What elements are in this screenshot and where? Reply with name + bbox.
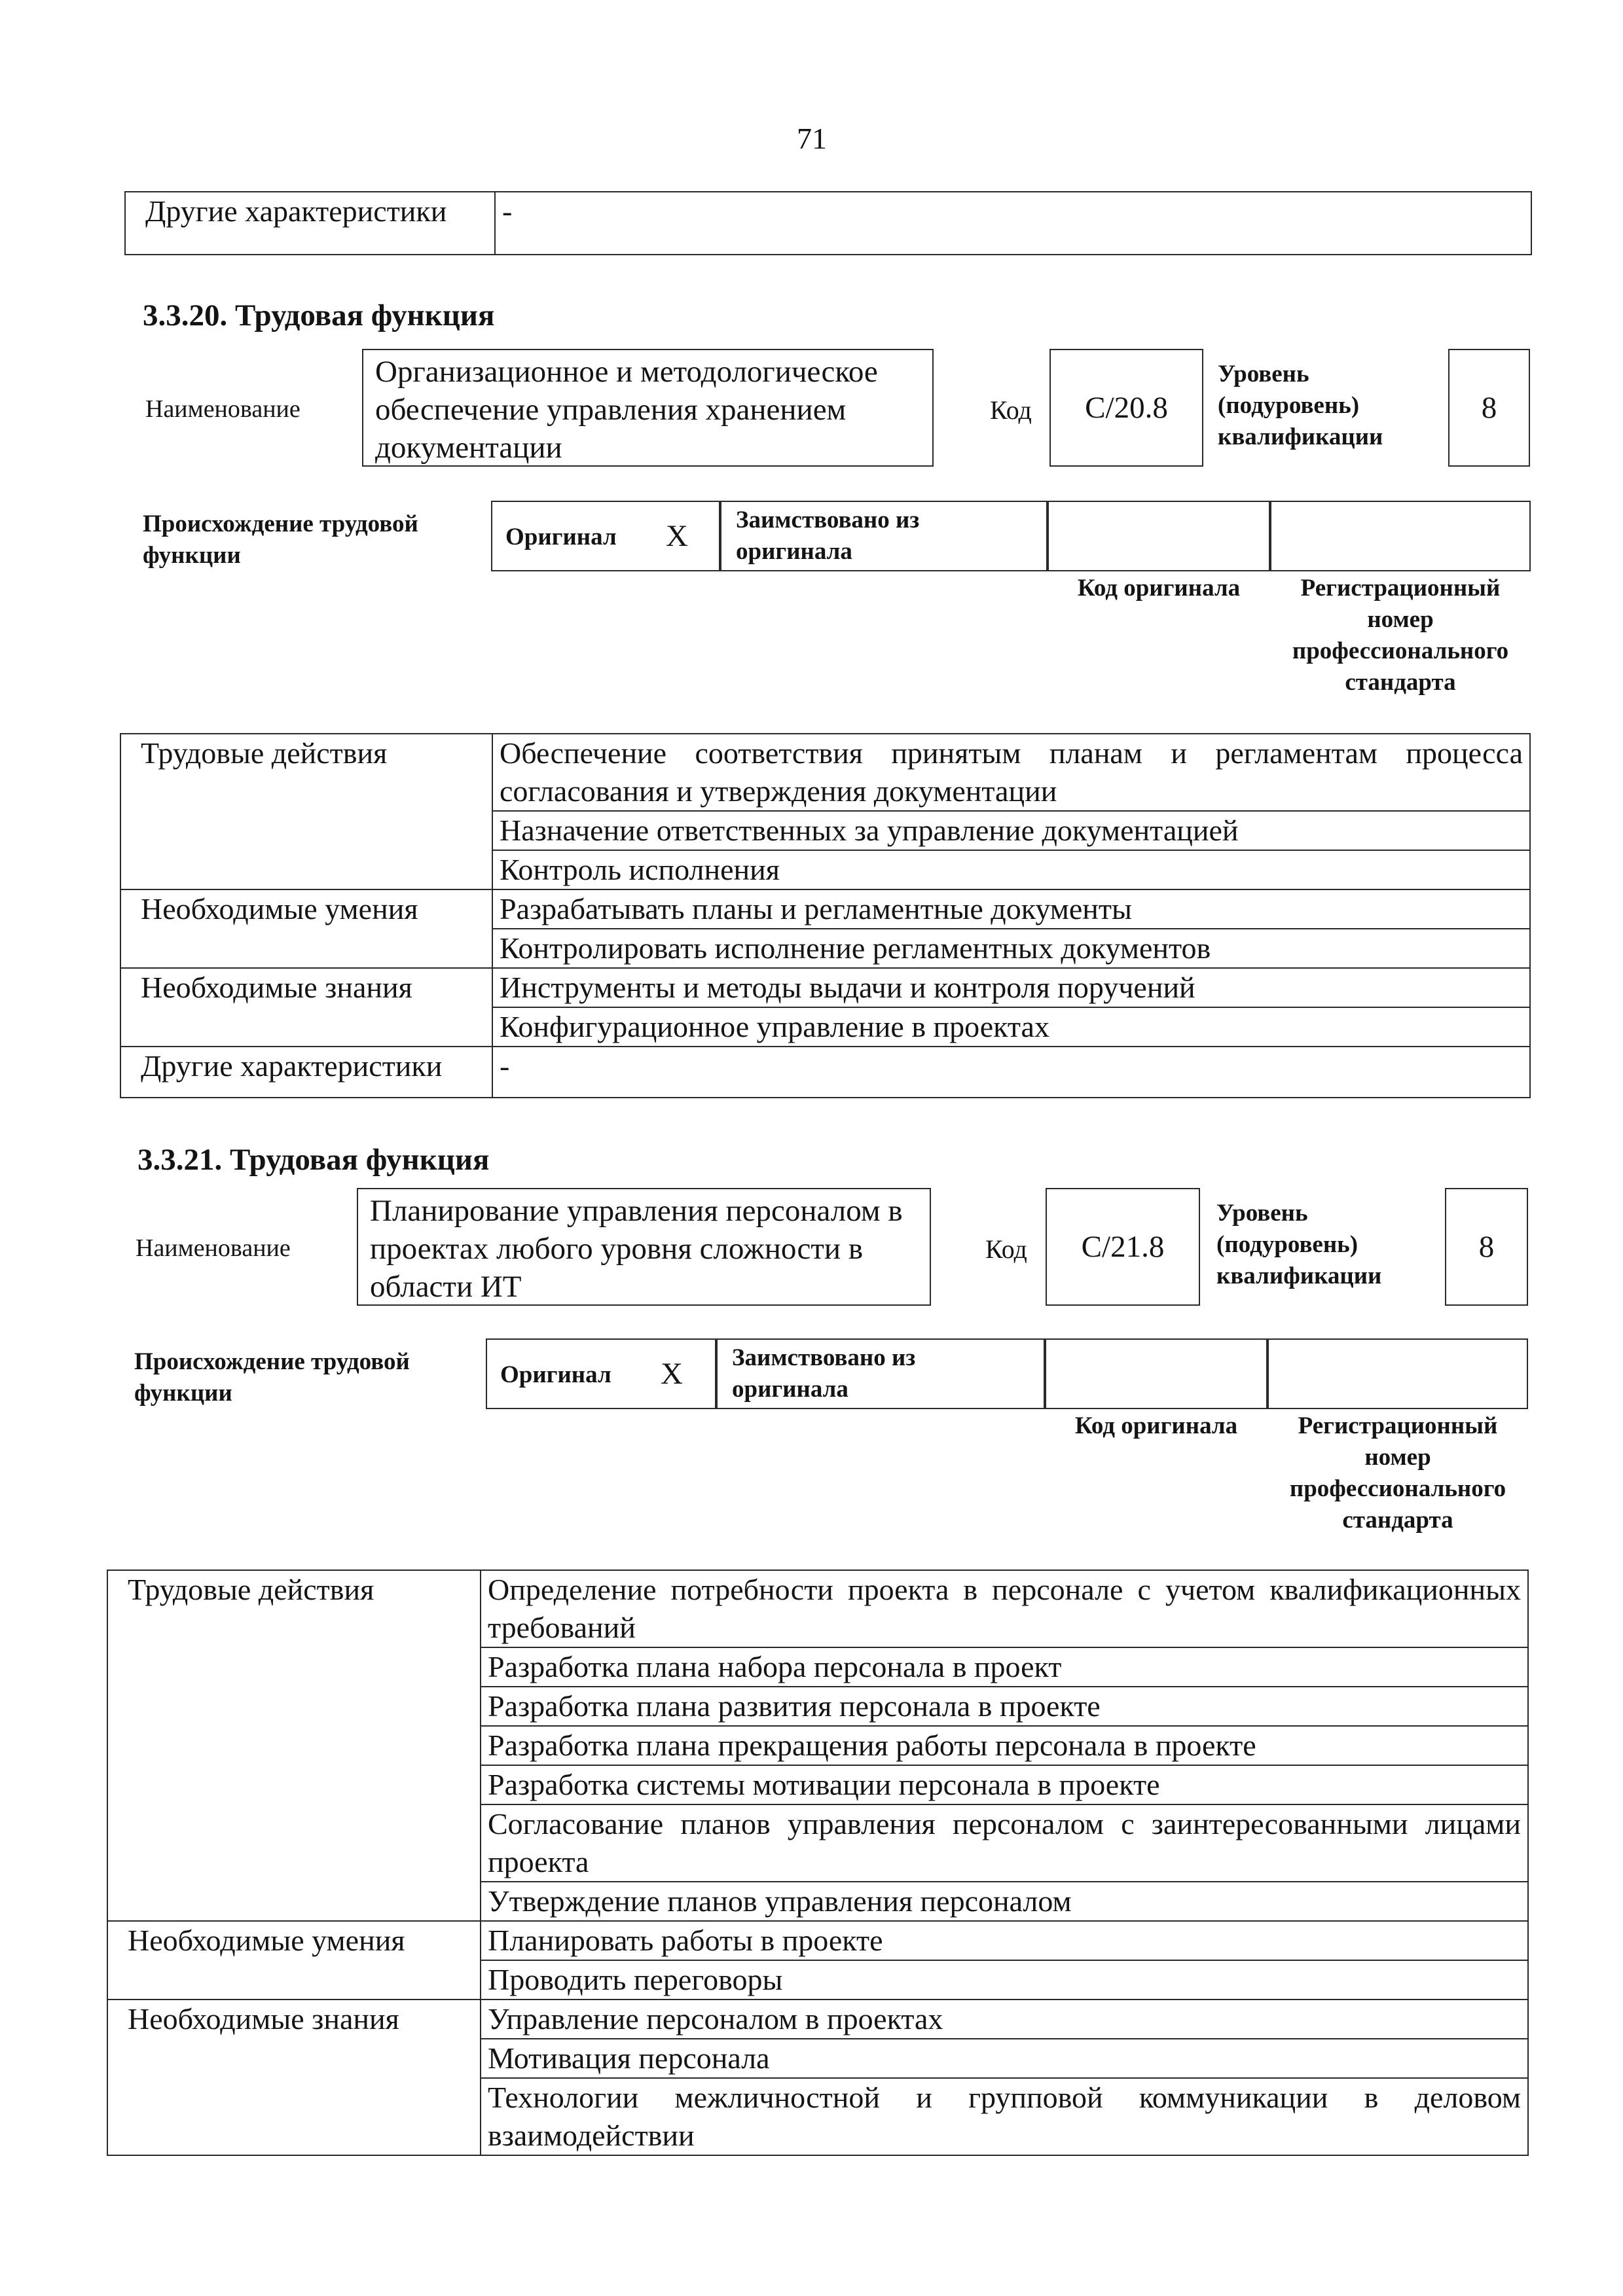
original-mark: X [666,519,688,553]
section-heading-3-3-20: 3.3.20. Трудовая функция [143,298,495,332]
table-cell: Разработка плана развития персонала в проекте [481,1687,1528,1726]
name-label: Наименование [136,1234,291,1262]
code-label: Код [990,395,1032,425]
function-name-box: Планирование управления персоналом в проектах любого уровня сложности в области ИТ [357,1188,931,1306]
level-label: Уровень (подуровень) квалификации [1216,1200,1382,1289]
reg-number-field [1267,1338,1528,1409]
cell-text: Технологии межличностной и групповой коммуникации в деловом взаимодействии [488,2081,1521,2152]
function-name-box: Организационное и методологическое обеспечение управления хранением документации [362,349,934,467]
row-label-knowledge: Необходимые знания [120,968,492,1047]
original-code-label: Код оригинала [1077,575,1241,601]
reg-number-label: Регистрационный номер профессионального стандарта [1292,575,1509,696]
cell-text: Согласование планов управления персоналом с заинтересованными лицами проекта [488,1807,1521,1878]
original-code-label: Код оригинала [1074,1412,1238,1439]
page-number: 71 [797,122,827,155]
original-cell [486,1338,716,1409]
origin-label: Происхождение трудовой функции [134,1348,410,1407]
other-characteristics-label: Другие характеристики [125,192,495,255]
level-value-box: 8 [1448,349,1530,467]
cell-text: Обеспечение соответствия принятым планам и регламентам процесса согласования и утверждения документации [500,736,1523,808]
function-code-box: C/20.8 [1049,349,1203,467]
original-code-field [1045,1338,1267,1409]
table-cell: Разработка плана набора персонала в проект [481,1647,1528,1687]
code-label: Код [985,1234,1027,1264]
section-3-3-20-table [120,733,1531,1098]
original-code-field [1048,501,1270,571]
table-cell: Проводить переговоры [481,1960,1528,2000]
reg-number-field [1270,501,1531,571]
table-cell: Управление персоналом в проектах [481,2000,1528,2039]
origin-label: Происхождение трудовой функции [143,511,418,569]
original-cell [491,501,720,571]
table-cell: Назначение ответственных за управление документацией [492,811,1530,850]
table-cell: Разрабатывать планы и регламентные документы [492,889,1530,929]
level-label: Уровень (подуровень) квалификации [1218,361,1383,450]
table-cell: Инструменты и методы выдачи и контроля поручений [492,968,1530,1007]
table-cell: - [492,1047,1530,1098]
reg-number-label: Регистрационный номер профессионального стандарта [1289,1412,1506,1534]
section-3-3-21-table [107,1570,1529,2156]
table-cell [481,1570,1528,1647]
table-cell: Контроль исполнения [492,850,1530,889]
function-code-box: C/21.8 [1046,1188,1200,1306]
table-cell: Планировать работы в проекте [481,1921,1528,1960]
row-label-other: Другие характеристики [120,1047,492,1098]
table-cell [481,2078,1528,2155]
table-cell [481,1804,1528,1882]
original-label: Оригинал [500,1361,611,1388]
cell-text: Определение потребности проекта в персонале с учетом квалификационных требований [488,1573,1521,1644]
row-label-labor-actions: Трудовые действия [107,1570,481,1921]
original-mark: X [661,1357,683,1391]
table-cell: Утверждение планов управления персоналом [481,1882,1528,1921]
borrowed-cell: Заимствовано из оригинала [716,1338,1045,1409]
borrowed-cell: Заимствовано из оригинала [720,501,1048,571]
table-cell [492,734,1530,811]
row-label-skills: Необходимые умения [107,1921,481,2000]
table-cell: Мотивация персонала [481,2039,1528,2078]
other-characteristics-value: - [495,192,1531,255]
table-cell: Разработка системы мотивации персонала в проекте [481,1765,1528,1804]
row-label-knowledge: Необходимые знания [107,2000,481,2155]
table-cell: Конфигурационное управление в проектах [492,1007,1530,1047]
row-label-skills: Необходимые умения [120,889,492,968]
name-label: Наименование [145,395,301,423]
top-characteristics-table [124,191,1532,255]
table-cell: Разработка плана прекращения работы персонала в проекте [481,1726,1528,1765]
table-cell: Контролировать исполнение регламентных документов [492,929,1530,968]
original-label: Оригинал [505,524,617,550]
row-label-labor-actions: Трудовые действия [120,734,492,889]
section-heading-3-3-21: 3.3.21. Трудовая функция [137,1143,490,1177]
level-value-box: 8 [1445,1188,1528,1306]
